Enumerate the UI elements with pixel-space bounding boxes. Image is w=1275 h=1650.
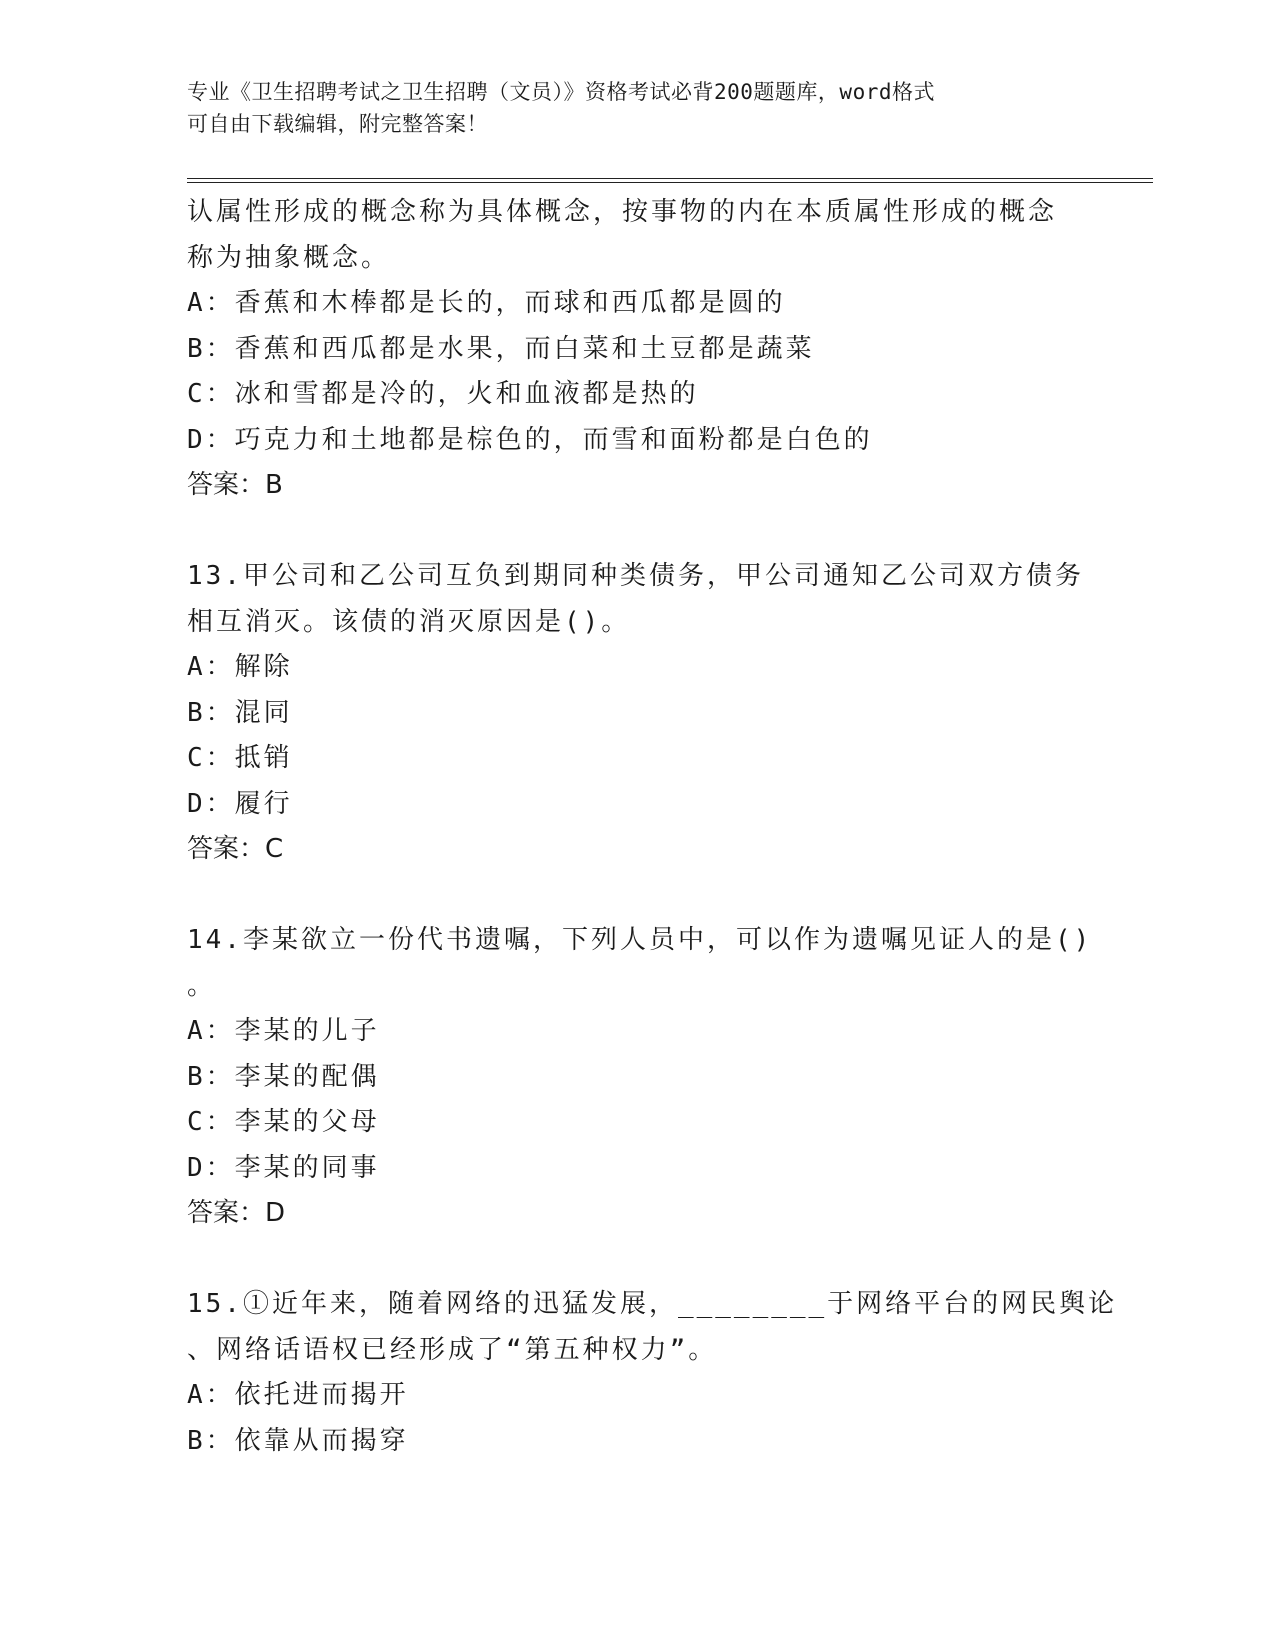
spacer	[187, 509, 1087, 555]
option-c: C：李某的父母	[187, 1107, 380, 1137]
question-stem-line: 14.李某欲立一份代书遗嘱，下列人员中，可以作为遗嘱见证人的是()	[187, 925, 1093, 955]
question-stem-line: 13.甲公司和乙公司互负到期同种类债务，甲公司通知乙公司双方债务	[187, 561, 1084, 591]
answer-line: 答案：C	[187, 834, 284, 864]
question-stem-line: 15.①近年来，随着网络的迅猛发展，________于网络平台的网民舆论	[187, 1289, 1118, 1319]
header-line-1: 专业《卫生招聘考试之卫生招聘（文员）》资格考试必背200题题库，word格式	[187, 80, 935, 104]
option-d: D：李某的同事	[187, 1152, 380, 1183]
option-c: C：抵销	[187, 743, 293, 773]
header-line-2: 可自由下载编辑，附完整答案！	[187, 112, 488, 136]
option-b: B：香蕉和西瓜都是水果，而白菜和土豆都是蔬菜	[187, 333, 815, 364]
option-c: C：冰和雪都是冷的，火和血液都是热的	[187, 379, 699, 409]
option-a: A：依托进而揭开	[187, 1380, 409, 1410]
option-a: A：李某的儿子	[187, 1016, 380, 1046]
question-stem-line: 。	[187, 970, 217, 1001]
question-list	[187, 190, 1118, 1464]
option-d: D：履行	[187, 788, 293, 819]
question-block-13	[187, 554, 1087, 873]
question-block-12	[187, 190, 1087, 509]
answer-line: 答案：B	[187, 470, 283, 500]
document-header	[187, 76, 1067, 140]
question-stem-line: 相互消灭。该债的消灭原因是()。	[187, 606, 631, 637]
header-divider-bottom	[187, 182, 1153, 183]
question-block-15	[187, 1282, 1118, 1464]
question-stem-line: 、网络话语权已经形成了“第五种权力”。	[187, 1334, 718, 1365]
spacer	[187, 873, 1087, 919]
option-d: D：巧克力和土地都是棕色的，而雪和面粉都是白色的	[187, 424, 873, 455]
option-a: A：解除	[187, 652, 293, 682]
question-stem-line: 认属性形成的概念称为具体概念，按事物的内在本质属性形成的概念	[187, 197, 1058, 227]
spacer	[187, 1237, 1087, 1283]
option-b: B：李某的配偶	[187, 1061, 380, 1092]
option-b: B：依靠从而揭穿	[187, 1425, 409, 1456]
header-divider-top	[187, 178, 1153, 179]
option-b: B：混同	[187, 697, 293, 728]
question-stem-line: 称为抽象概念。	[187, 242, 391, 273]
answer-line: 答案：D	[187, 1198, 286, 1228]
question-block-14	[187, 918, 1093, 1237]
option-a: A：香蕉和木棒都是长的，而球和西瓜都是圆的	[187, 288, 786, 318]
